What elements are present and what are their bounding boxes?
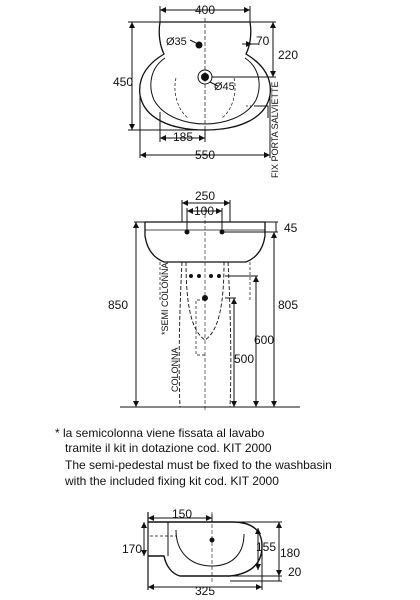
note-line-4: with the included fixing kit cod. KIT 2000 bbox=[65, 474, 279, 488]
leader-35 bbox=[190, 40, 196, 43]
note-line-1: * la semicolonna viene fissata al lavabo bbox=[55, 426, 265, 440]
dim-180: 180 bbox=[280, 546, 301, 560]
towel-fix-label: FIX PORTA SALVIETTE bbox=[270, 81, 280, 178]
fix-hole-left bbox=[185, 230, 189, 234]
dim-155: 155 bbox=[256, 540, 277, 554]
pedestal-label: COLONNA bbox=[170, 347, 180, 392]
pedestal-hole-2 bbox=[198, 275, 201, 278]
dim-front-45: 45 bbox=[284, 221, 298, 235]
pedestal-hole-4 bbox=[218, 275, 221, 278]
dim-185: 185 bbox=[172, 130, 194, 144]
side-section-outline bbox=[148, 522, 262, 576]
dim-150: 150 bbox=[171, 507, 193, 521]
dim-400: 400 bbox=[194, 3, 216, 17]
dim-550: 550 bbox=[194, 148, 216, 162]
dim-850: 850 bbox=[108, 298, 129, 312]
top-hidden-curve-left bbox=[175, 78, 188, 118]
top-view-labels bbox=[113, 3, 298, 178]
side-bowl bbox=[176, 530, 244, 566]
siphon-dashed bbox=[196, 300, 205, 355]
dim-220: 220 bbox=[278, 48, 299, 62]
dim-45: Ø45 bbox=[214, 81, 235, 93]
dim-100: 100 bbox=[193, 204, 215, 218]
note-line-3: The semi-pedestal must be fixed to the washbasin bbox=[65, 458, 332, 472]
dim-450: 450 bbox=[113, 75, 134, 89]
dim-805: 805 bbox=[278, 298, 299, 312]
pedestal-hole-1 bbox=[190, 275, 193, 278]
top-view bbox=[128, 6, 276, 158]
semi-pedestal-label: *SEMI COLONNA bbox=[160, 262, 170, 335]
note-line-2: tramite il kit in dotazione cod. KIT 2000 bbox=[65, 441, 272, 455]
dim-70: 70 bbox=[256, 34, 270, 48]
front-view bbox=[120, 200, 300, 410]
dim-500: 500 bbox=[234, 352, 255, 366]
dim-20: 20 bbox=[288, 565, 302, 579]
dim-250: 250 bbox=[194, 189, 216, 203]
tap-hole bbox=[196, 42, 202, 48]
dim-600: 600 bbox=[254, 333, 275, 347]
dim-35: Ø35 bbox=[166, 36, 187, 48]
dim-325: 325 bbox=[194, 584, 216, 598]
dim-170: 170 bbox=[122, 542, 143, 556]
pedestal-hole-3 bbox=[210, 275, 213, 278]
front-view-labels bbox=[108, 189, 298, 392]
